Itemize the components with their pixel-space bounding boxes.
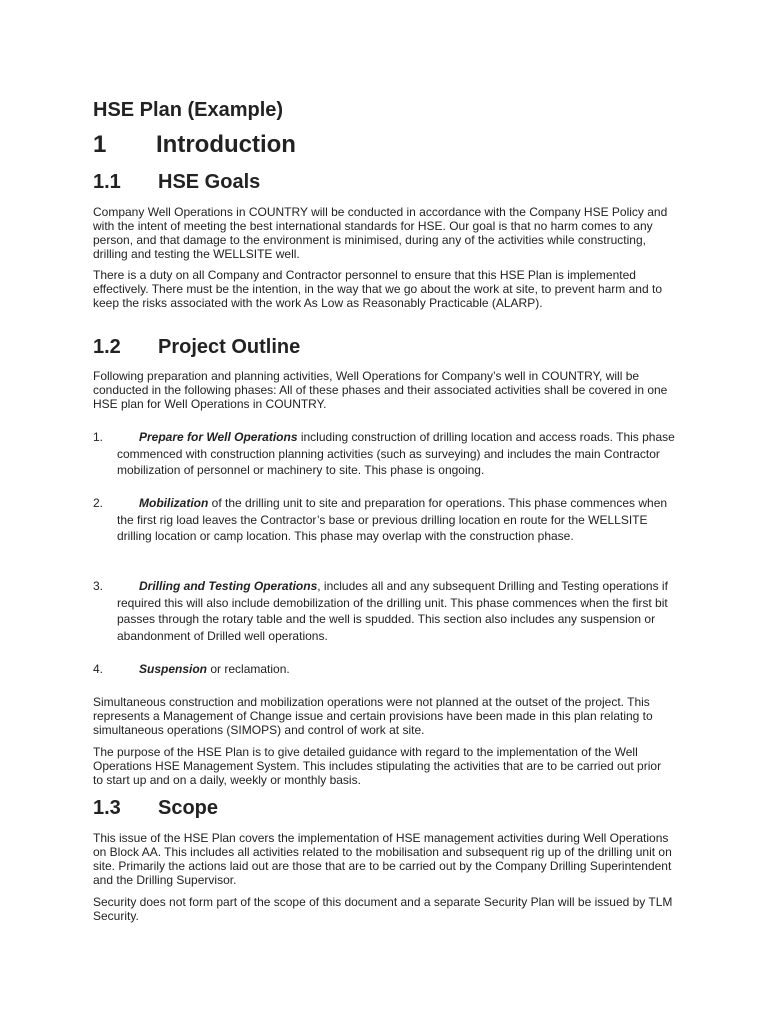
phase-text: or reclamation.	[207, 662, 290, 676]
phase-text: of the drilling unit to site and preparation for operations. This phase commences when the first rig load leaves the Contractor’s base or previous drilling location en route for the WELLSITE drilling location or camp location. This phase may overlap with the construction phase.	[117, 496, 668, 543]
scope-paragraph-2: Security does not form part of the scope of this document and a separate Security Plan will be issued by TLM Security.	[93, 895, 673, 923]
purpose-paragraph: The purpose of the HSE Plan is to give detailed guidance with regard to the implementation of the Well Operations HSE Management System. This includes stipulating the activities that are to be carried out prior to start up and on a daily, weekly or monthly basis.	[93, 745, 662, 787]
phase-number: 4.	[93, 662, 104, 676]
section-1-3-heading	[93, 797, 218, 820]
phase-list-item	[93, 661, 678, 678]
project-outline-intro: Following preparation and planning activities, Well Operations for Company’s well in COUNTRY, will be conducted in the following phases: All of these phases and their associated activities shall be covered in one HSE plan for Well Operations in COUNTRY.	[93, 369, 668, 411]
phase-text: including construction of drilling location and access roads. This phase commenced with construction planning activities (such as surveying) and includes the main Contractor mobilization of personnel or machinery to site. This phase is ongoing.	[117, 430, 675, 477]
scope-paragraph-1: This issue of the HSE Plan covers the implementation of HSE management activities during Well Operations on Block AA. This includes all activities related to the mobilisation and subsequent rig up of the drilling unit on site. Primarily the actions laid out are those that are to be carried out by the Company Drilling Superintendent and the Drilling Supervisor.	[93, 831, 672, 887]
phase-term: Mobilization	[139, 496, 209, 510]
hse-goals-paragraph-2: There is a duty on all Company and Contractor personnel to ensure that this HSE Plan is implemented effectively. There must be the intention, in the way that we go about the work at site, to prevent harm and to keep the risks associated with the work As Low as Reasonably Practicable (ALARP).	[93, 268, 662, 310]
section-1-1-heading	[93, 171, 260, 194]
section-1-3-number: 1.3	[93, 797, 121, 819]
section-1-number: 1	[93, 131, 107, 158]
phase-term: Suspension	[139, 662, 208, 676]
phase-number: 1.	[93, 430, 104, 444]
simops-paragraph: Simultaneous construction and mobilization operations were not planned at the outset of the project. This represents a Management of Change issue and certain provisions have been made in this plan relating to simultaneous operations (SIMOPS) and control of work at site.	[93, 695, 653, 737]
phase-number: 3.	[93, 579, 104, 593]
section-1-title: Introduction	[156, 131, 296, 158]
phase-term: Drilling and Testing Operations	[139, 579, 318, 593]
section-1-heading	[93, 131, 296, 159]
phase-list-item	[93, 495, 678, 545]
section-1-2-heading	[93, 336, 300, 359]
phase-term: Prepare for Well Operations	[139, 430, 298, 444]
hse-goals-paragraph-1: Company Well Operations in COUNTRY will be conducted in accordance with the Company HSE Policy and with the intent of meeting the best international standards for HSE. Our goal is that no harm comes to any person, and that damage to the environment is minimised, during any of the activities while constructing, drilling and testing the WELLSITE well.	[93, 205, 668, 261]
phase-list-item	[93, 578, 678, 644]
section-1-2-title: Project Outline	[158, 336, 301, 358]
section-1-2-number: 1.2	[93, 336, 121, 358]
section-1-1-number: 1.1	[93, 171, 121, 193]
phase-number: 2.	[93, 496, 104, 510]
section-1-1-title: HSE Goals	[158, 171, 261, 193]
phase-text: , includes all and any subsequent Drilling and Testing operations if required this will also include demobilization of the drilling unit. This phase commences when the first bit passes through the rotary table and the well is spudded. This section also includes any suspension or abandonment of Drilled well operations.	[117, 579, 668, 643]
phase-list-item	[93, 429, 678, 479]
document-title: HSE Plan (Example)	[93, 99, 284, 121]
section-1-3-title: Scope	[158, 797, 219, 819]
